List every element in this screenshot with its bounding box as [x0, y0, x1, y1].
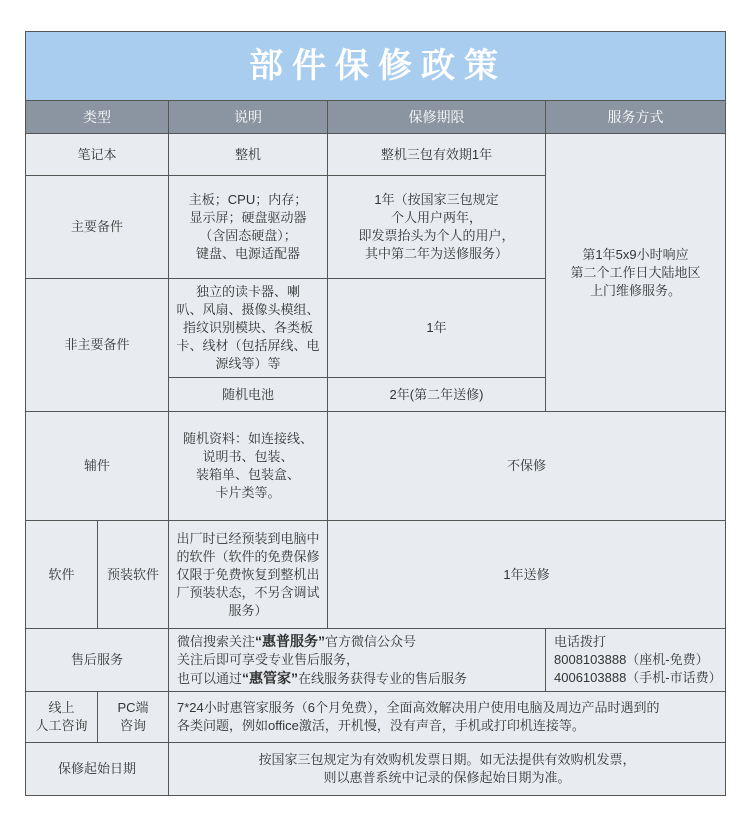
software-subtype-cell: [98, 521, 168, 628]
header-period-label: 保修期限: [408, 109, 465, 125]
header-desc-label: 说明: [234, 109, 262, 125]
header-service: [546, 101, 725, 133]
minor-period-cell: [328, 279, 545, 377]
header-desc: [169, 101, 327, 133]
accessory-desc: 随机资料：如连接线、 说明书、包装、 装箱单、包装盒、 卡片类等。: [182, 431, 313, 500]
major-desc: 主板；CPU；内存； 显示屏；硬盘驱动器 （含固态硬盘）； 键盘、电源适配器: [188, 192, 308, 261]
online-type: 线上 人工咨询: [35, 700, 88, 733]
wechat-lines: [177, 632, 467, 688]
service-mode-text: 第1年5x9小时响应 第二个工作日大陆地区 上门维修服务。: [570, 246, 701, 298]
notebook-period: 整机三包有效期1年: [380, 146, 493, 162]
wechat-line-2: 关注后即可享受专业售后服务，: [177, 652, 360, 667]
page-title: [26, 32, 725, 100]
accessory-type-cell: [26, 412, 168, 520]
battery-desc: 随机电池: [221, 386, 274, 402]
phone-label: 电话拨打: [554, 634, 607, 649]
battery-desc-cell: [169, 378, 327, 411]
wechat-line-3-prefix: 也可以通过: [177, 671, 243, 686]
notebook-period-cell: [328, 134, 545, 175]
phone-lines: [554, 633, 722, 687]
after-sales-type: 售后服务: [70, 652, 123, 667]
wechat-line-1-suffix: 官方微信公众号: [325, 634, 417, 649]
battery-period-cell: [328, 378, 545, 411]
notebook-desc-cell: [169, 134, 327, 175]
online-desc: 7*24小时惠管家服务（6个月免费），全面高效解决用户使用电脑及周边产品时遇到的 各类问题，例如office激活，开机慢，没有声音，手机或打印机连接等。: [177, 700, 660, 733]
after-sales-type-cell: [26, 629, 168, 691]
minor-desc-cell: [169, 279, 327, 377]
minor-type: 非主要备件: [64, 337, 130, 352]
online-subtype-cell: [98, 692, 168, 742]
major-type-cell: [26, 176, 168, 278]
start-date-desc: 按国家三包规定为有效购机发票日期。如无法提供有效购机发票， 则以惠普系统中记录的保修起始日期为准。: [258, 752, 636, 785]
start-date-type: 保修起始日期: [57, 761, 136, 776]
after-sales-phone-cell: [546, 629, 725, 691]
online-type-cell: [26, 692, 97, 742]
major-period-cell: [328, 176, 545, 278]
software-desc-cell: [169, 521, 327, 628]
header-service-label: 服务方式: [607, 109, 664, 125]
accessory-period: 不保修: [506, 458, 546, 473]
software-period-cell: [328, 521, 725, 628]
header-type: [26, 101, 168, 133]
after-sales-wechat-cell: [169, 629, 545, 691]
software-subtype: 预装软件: [106, 566, 159, 582]
accessory-desc-cell: [169, 412, 327, 520]
warranty-policy-table: [25, 31, 726, 796]
wechat-line-1-prefix: 微信搜索关注: [177, 634, 256, 649]
start-date-type-cell: [26, 743, 168, 795]
header-period: [328, 101, 545, 133]
minor-type-cell: [26, 279, 168, 411]
wechat-account-name: “惠普服务”: [255, 633, 326, 649]
wechat-line-3-suffix: 在线服务获得专业的售后服务: [298, 671, 468, 686]
notebook-type: 笔记本: [77, 146, 117, 162]
service-mode-cell: [546, 134, 725, 411]
online-desc-cell: [169, 692, 725, 742]
start-date-desc-cell: [169, 743, 725, 795]
wechat-line-3: [177, 669, 467, 688]
online-subtype: PC端 咨询: [117, 700, 149, 733]
phone-landline: 8008103888（座机-免费）: [554, 652, 709, 667]
software-type-cell: [26, 521, 97, 628]
notebook-desc: 整机: [234, 146, 261, 162]
minor-desc: 独立的读卡器、喇 叭、风扇、摄像头模组、 指纹识别模块、各类板 卡、线材（包括屏线、电 源线等）等: [176, 284, 320, 371]
major-type: 主要备件: [70, 219, 123, 234]
header-type-label: 类型: [83, 109, 111, 125]
major-desc-cell: [169, 176, 327, 278]
online-service-name: “惠管家”: [242, 670, 299, 686]
phone-mobile: 4006103888（手机-市话费）: [554, 670, 722, 685]
battery-period: 2年(第二年送修): [389, 386, 484, 402]
minor-period: 1年: [426, 320, 447, 335]
accessory-period-cell: [328, 412, 725, 520]
page-title-text: 部件保修政策: [249, 47, 507, 85]
accessory-type: 辅件: [83, 458, 110, 473]
software-desc: 出厂时已经预装到电脑中 的软件（软件的免费保修 仅限于免费恢复到整机出 厂预装状态，不另含调试 服务）: [176, 530, 320, 618]
major-period: 1年（按国家三包规定 个人用户两年， 即发票抬头为个人的用户， 其中第二年为送修服务）: [358, 192, 515, 261]
notebook-type-cell: [26, 134, 168, 175]
software-period: 1年送修: [503, 566, 550, 582]
wechat-line-1: [177, 632, 467, 651]
software-type: 软件: [48, 566, 75, 582]
